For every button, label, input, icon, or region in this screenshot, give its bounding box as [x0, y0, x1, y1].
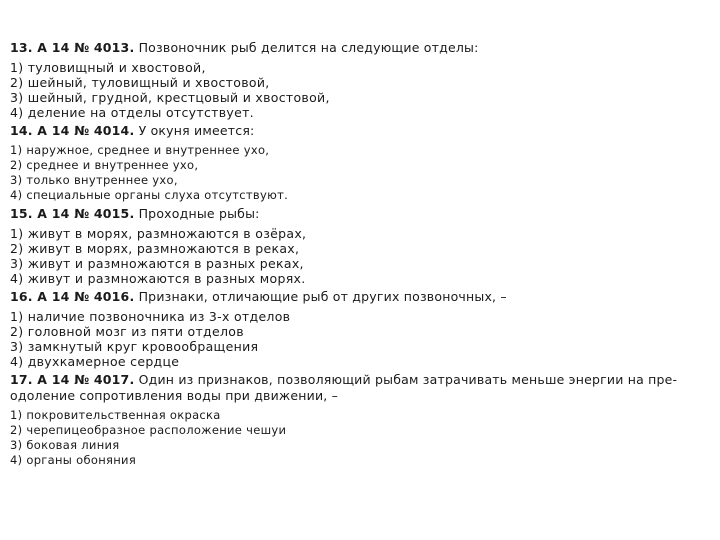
- answer-option: 2) черепицеобразное расположение чешуи: [10, 423, 287, 437]
- answer-option: 3) боковая линия: [10, 438, 120, 452]
- answer-option: 2) шейный, туловищный и хвостовой,: [10, 75, 270, 90]
- question-heading: [10, 123, 710, 139]
- question-16: [10, 289, 710, 369]
- answer-option: 4) живут и размножаются в разных морях.: [10, 271, 306, 286]
- answer-option: 1) наличие позвоночника из 3-х отделов: [10, 309, 291, 324]
- document: [10, 40, 710, 471]
- answer-option: 1) наружное, среднее и внутреннее ухо,: [10, 143, 270, 157]
- answer-option: 1) покровительственная окраска: [10, 408, 221, 422]
- answer-options: [10, 408, 710, 468]
- question-14: [10, 123, 710, 203]
- answer-option: 4) двухкамерное сердце: [10, 354, 180, 369]
- answer-option: 2) живут в морях, размножаются в реках,: [10, 241, 300, 256]
- question-number: 13. А 14 № 4013.: [10, 40, 135, 55]
- answer-option: 4) органы обоняния: [10, 453, 137, 467]
- answer-option: 3) только внутреннее ухо,: [10, 173, 178, 187]
- answer-option: 1) туловищный и хвостовой,: [10, 60, 206, 75]
- question-13: [10, 40, 710, 120]
- answer-option: 3) замкнутый круг кровообращения: [10, 339, 259, 354]
- question-text: У окуня имеется:: [134, 123, 255, 138]
- answer-options: [10, 226, 710, 286]
- answer-option: 3) живут и размножаются в разных реках,: [10, 256, 304, 271]
- question-number: 14. А 14 № 4014.: [10, 123, 135, 138]
- question-heading: [10, 206, 710, 222]
- answer-option: 1) живут в морях, размножаются в озёрах,: [10, 226, 307, 241]
- question-heading: [10, 372, 710, 404]
- question-heading: [10, 289, 710, 305]
- answer-option: 4) специальные органы слуха отсутствуют.: [10, 188, 289, 202]
- answer-options: [10, 143, 710, 203]
- question-heading: [10, 40, 710, 56]
- question-text: Позвоночник рыб делится на следующие отделы:: [134, 40, 479, 55]
- question-15: [10, 206, 710, 286]
- question-text: Один из признаков, позволяющий рыбам затрачивать меньше энергии на пре-одоление сопротивления воды при движении, –: [10, 372, 678, 403]
- question-number: 17. А 14 № 4017.: [10, 372, 135, 387]
- answer-option: 3) шейный, грудной, крестцовый и хвостовой,: [10, 90, 330, 105]
- answer-options: [10, 60, 710, 120]
- question-number: 15. А 14 № 4015.: [10, 206, 135, 221]
- answer-options: [10, 309, 710, 369]
- answer-option: 4) деление на отделы отсутствует.: [10, 105, 254, 120]
- question-number: 16. А 14 № 4016.: [10, 289, 135, 304]
- question-17: [10, 372, 710, 468]
- question-text: Проходные рыбы:: [134, 206, 260, 221]
- answer-option: 2) среднее и внутреннее ухо,: [10, 158, 199, 172]
- answer-option: 2) головной мозг из пяти отделов: [10, 324, 244, 339]
- question-text: Признаки, отличающие рыб от других позвоночных, –: [134, 289, 507, 304]
